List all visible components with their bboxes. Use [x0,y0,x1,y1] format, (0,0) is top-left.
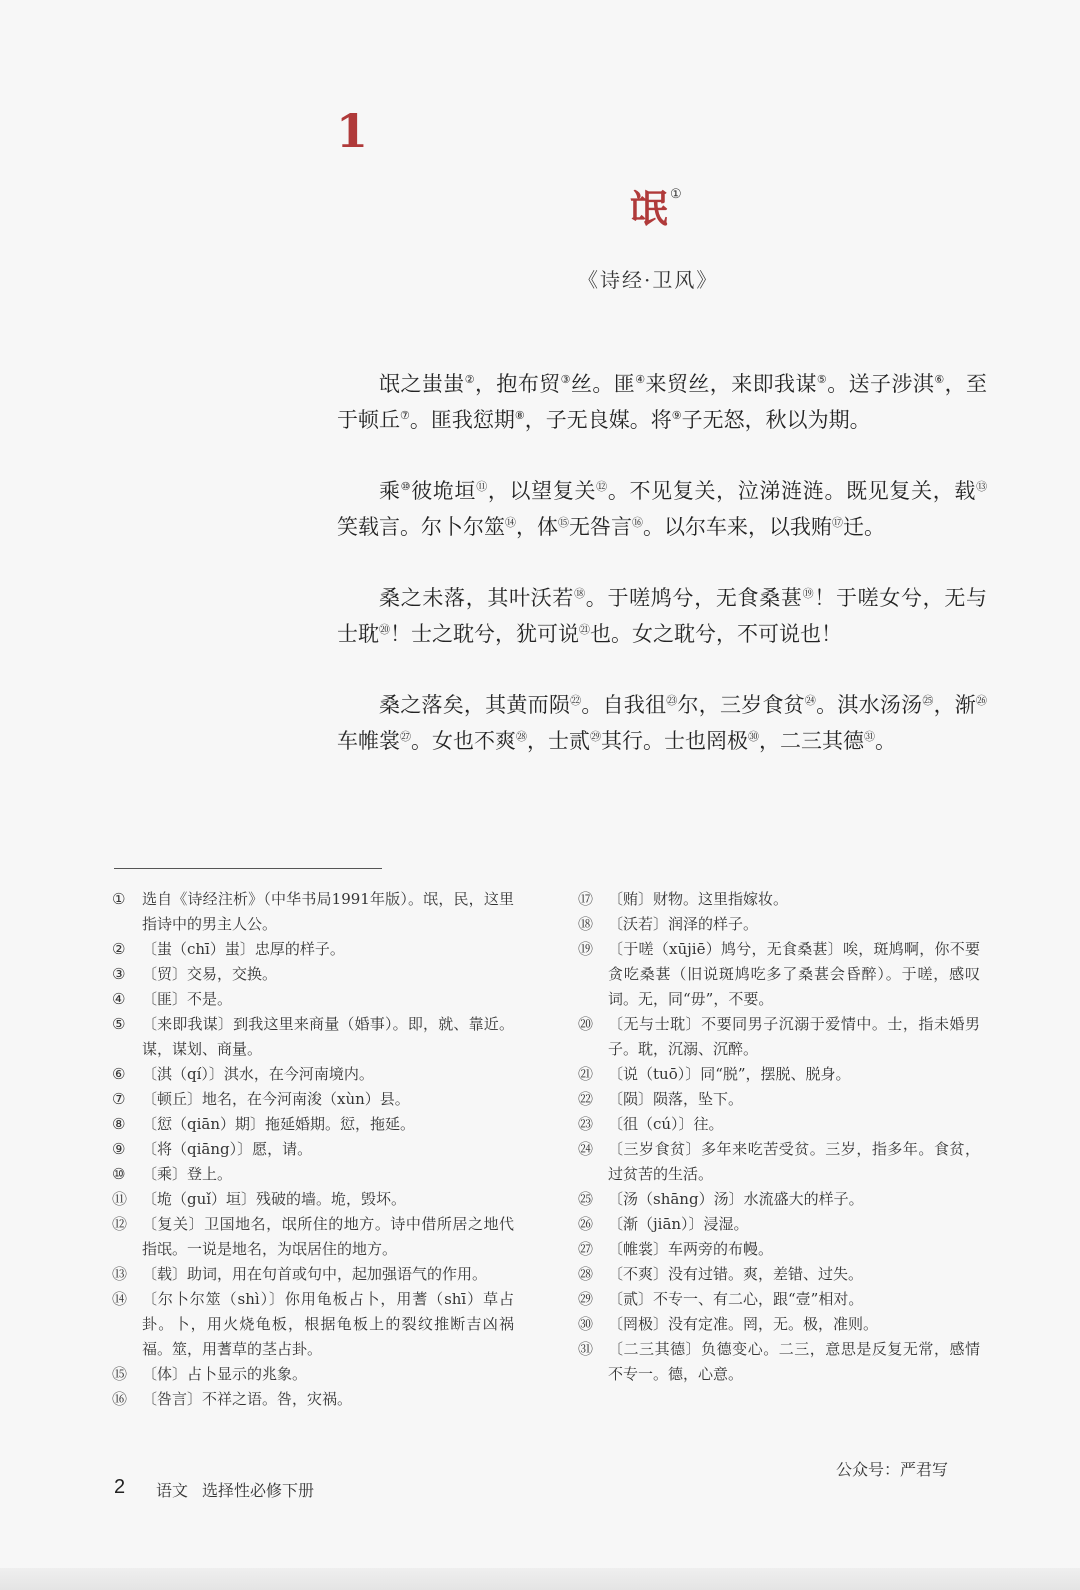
footnote-number: ⑨ [112,1140,126,1158]
stanza-text: 乘 [379,479,401,503]
footnote-marker[interactable]: ⑪ [476,480,488,493]
footnote-item [578,1187,980,1212]
footnote-number: ⑭ [112,1290,128,1308]
footnote-text: 〔二三其德〕负德变心。二三，意思是反复无常，感情不专一。德，心意。 [608,1340,980,1383]
footnote-number: ⑲ [578,940,594,958]
footnote-marker[interactable]: ㉑ [579,623,590,636]
footnote-number: ㉘ [578,1265,594,1283]
footnote-marker[interactable]: ⑥ [934,373,945,386]
footnote-number: ⑧ [112,1115,126,1133]
footnote-text: 〔不爽〕没有过错。爽，差错、过失。 [608,1265,864,1283]
footnote-marker[interactable]: ㉓ [666,694,678,707]
stanza-text: 。以尔车来，以我贿 [643,515,832,539]
stanza-text: 迁。 [843,515,885,539]
footnote-text: 〔罔极〕没有定准。罔，无。极，准则。 [608,1315,879,1333]
stanza-text: 也。女之耽兮，不可说也！ [590,622,842,646]
footnote-item [578,1262,980,1287]
stanza [337,687,987,759]
footnote-number: ③ [112,965,126,983]
footnote-marker[interactable]: ⑰ [832,516,843,529]
footnote-number: ⑩ [112,1165,126,1183]
footnote-text: 〔帷裳〕车两旁的布幔。 [608,1240,774,1258]
footnote-item [112,1112,514,1137]
footnote-text: 〔汤（shāng）汤〕水流盛大的样子。 [608,1190,864,1208]
stanza-text: 。自我徂 [581,693,667,717]
footnote-marker[interactable]: ② [464,373,475,386]
footnote-marker[interactable]: ⑮ [558,516,569,529]
footnote-number: ㉕ [578,1190,594,1208]
footnote-number: ㉒ [578,1090,594,1108]
footnote-marker[interactable]: ⑤ [816,373,828,386]
footnote-item [112,1387,514,1412]
footnote-item [578,937,980,1012]
footnote-number: ⑳ [578,1015,594,1033]
footnote-number: ④ [112,990,126,1008]
poem-body [337,366,987,794]
footnote-text: 〔渐（jiān）〕浸湿。 [608,1215,749,1233]
footnote-marker[interactable]: ㉘ [516,730,527,743]
footnote-divider [114,868,382,869]
lesson-number: 1 [336,104,369,158]
stanza-text: 。女也不爽 [411,729,516,753]
footnote-text: 〔匪〕不是。 [142,990,233,1008]
footnote-text: 〔尔卜尔筮（shì）〕你用龟板占卜，用蓍（shī）草占卦。卜，用火烧龟板，根据龟板上的裂纹推断吉凶祸福。筮，用蓍草的茎占卦。 [142,1290,514,1358]
footnote-marker[interactable]: ㉛ [864,730,875,743]
footnote-number: ⑫ [112,1215,128,1233]
footnote-text: 〔顿丘〕地名，在今河南浚（xùn）县。 [142,1090,410,1108]
footnote-text: 选自《诗经注析》（中华书局1991年版）。氓，民，这里指诗中的男主人公。 [142,890,514,933]
footnote-text: 〔淇（qí）〕淇水，在今河南境内。 [142,1065,374,1083]
stanza-text: 。 [875,729,896,753]
stanza-text: ，至于顿丘 [337,372,988,432]
stanza-text: 子无怒，秋以为期。 [681,408,871,432]
footnote-marker[interactable]: ㉖ [976,694,988,707]
footnote-item [578,1287,980,1312]
book-subject: 语文 [156,1481,189,1500]
footnote-marker[interactable]: ⑨ [671,409,682,422]
footnote-marker[interactable]: ⑧ [514,409,525,422]
stanza-text: 。送子涉淇 [827,372,935,396]
footnote-number: ⑬ [112,1265,128,1283]
stanza-text: ，体 [516,515,558,539]
footnote-number: ㉗ [578,1240,594,1258]
stanza-text: 桑之未落，其叶沃若 [379,586,575,610]
footnote-marker[interactable]: ⑩ [400,480,412,493]
poem-source: 《诗经·卫风》 [578,268,719,292]
footnote-text: 〔垝（guǐ）垣〕残破的墙。垝，毁坏。 [142,1190,407,1208]
footnote-text: 〔复关〕卫国地名，氓所住的地方。诗中借所居之地代指氓。一说是地名，为氓居住的地方。 [142,1215,514,1258]
footnote-text: 〔说（tuō）〕同“脱”，摆脱、脱身。 [608,1065,851,1083]
footnote-item [112,1212,514,1262]
footnote-item [112,1262,514,1287]
footnote-number: ⑪ [112,1190,128,1208]
footnote-text: 〔载〕助词，用在句首或句中，起加强语气的作用。 [142,1265,488,1283]
footnote-number: ⑦ [112,1090,126,1108]
stanza-text: 其行。士也罔极 [601,729,748,753]
footnote-marker[interactable]: ⑬ [976,480,988,493]
page-bottom-edge [0,1568,1080,1590]
footnote-marker[interactable]: ⑦ [400,409,410,422]
footnote-text: 〔体〕占卜显示的兆象。 [142,1365,308,1383]
footnote-number: ㉑ [578,1065,594,1083]
footnote-number: ㉖ [578,1215,594,1233]
footnote-text: 〔陨〕陨落，坠下。 [608,1090,744,1108]
footnote-marker[interactable]: ⑳ [379,623,390,636]
stanza-text: ，渐 [933,693,977,717]
footnote-text: 〔贰〕不专一、有二心，跟“壹”相对。 [608,1290,864,1308]
footnote-text: 〔咎言〕不祥之语。咎，灾祸。 [142,1390,353,1408]
footnotes-left-column [112,887,514,1412]
footnote-marker[interactable]: ㉚ [748,730,759,743]
footnote-item [112,962,514,987]
footnote-number: ⑱ [578,915,594,933]
footnote-item [578,1212,980,1237]
footnote-number: ㉚ [578,1315,594,1333]
footnote-marker[interactable]: ㉗ [400,730,411,743]
footnote-marker[interactable]: ⑱ [574,587,586,600]
stanza-text: ，以望复关 [487,479,597,503]
footnote-item [578,1137,980,1187]
book-volume: 选择性必修下册 [202,1481,315,1500]
stanza-text: ，抱布贸 [474,372,561,396]
footnote-item [112,1137,514,1162]
footnote-marker[interactable]: ④ [635,373,646,386]
footnote-marker[interactable]: ⑫ [596,480,608,493]
stanza-text: 来贸丝，来即我谋 [645,372,817,396]
footnote-item [578,1337,980,1387]
footnote-marker[interactable]: ⑭ [505,516,516,529]
stanza [337,473,987,545]
footnote-marker[interactable]: ㉒ [570,694,582,707]
footnote-text: 〔沃若〕润泽的样子。 [608,915,759,933]
footnote-number: ⑥ [112,1065,126,1083]
footnote-item [578,1237,980,1262]
stanza-text: 桑之落矣，其黄而陨 [379,693,571,717]
footnote-text: 〔贸〕交易，交换。 [142,965,278,983]
footnote-number: ㉓ [578,1115,594,1133]
stanza-text: 。匪我愆期 [409,408,515,432]
poem-title-note-marker: ① [670,187,682,202]
stanza [337,580,987,652]
footnote-text: 〔三岁食贫〕多年来吃苦受贫。三岁，指多年。食贫，过贫苦的生活。 [608,1140,980,1183]
footnote-item [112,937,514,962]
stanza-text: 。于嗟鸠兮，无食桑葚 [585,586,803,610]
stanza-text: ！于嗟女兮，无与士耽 [337,586,988,646]
stanza-text: 车帷裳 [337,729,400,753]
footnote-item [578,887,980,912]
footnote-number: ② [112,940,126,958]
footnote-number: ⑯ [112,1390,128,1408]
stanza-text: ，子无良媒。将 [524,408,672,432]
footnote-item [578,1112,980,1137]
stanza-text: 。淇水汤汤 [816,693,923,717]
stanza-text: 。不见复关，泣涕涟涟。既见复关，载 [607,479,977,503]
footnote-text: 〔愆（qiān）期〕拖延婚期。愆，拖延。 [142,1115,416,1133]
footnote-text: 〔蚩（chī）蚩〕忠厚的样子。 [142,940,345,958]
footnote-text: 〔无与士耽〕不要同男子沉溺于爱情中。士，指未婚男子。耽，沉溺、沉醉。 [608,1015,980,1058]
footnote-item [578,1087,980,1112]
book-title [156,1478,314,1501]
stanza-text: 丝。匪 [570,372,636,396]
footnote-item [112,1012,514,1062]
page-number: 2 [114,1476,126,1498]
stanza-text: ，士贰 [527,729,590,753]
footnote-number: ㉙ [578,1290,594,1308]
footnote-number: ⑤ [112,1015,126,1033]
footnote-marker[interactable]: ㉕ [922,694,934,707]
stanza-text: 尔，三岁食贫 [677,693,805,717]
footnote-item [112,1187,514,1212]
stanza-text: 笑载言。尔卜尔筮 [337,515,505,539]
footnote-number: ① [112,890,126,908]
poem-title-text: 氓 [630,186,669,231]
footnote-text: 〔徂（cú）〕往。 [608,1115,724,1133]
footnote-text: 〔贿〕财物。这里指嫁妆。 [608,890,789,908]
watermark-text: 公众号：严君写 [836,1460,949,1479]
footnote-text: 〔将（qiāng）〕愿，请。 [142,1140,313,1158]
footnote-number: ⑮ [112,1365,128,1383]
footnote-item [578,1012,980,1062]
footnote-text: 〔来即我谋〕到我这里来商量（婚事）。即，就、靠近。谋，谋划、商量。 [142,1015,514,1058]
poem-title [630,186,682,231]
footnote-item [578,912,980,937]
footnote-item [112,1062,514,1087]
footnote-item [112,1087,514,1112]
footnote-item [578,1062,980,1087]
stanza-text: 彼垝垣 [411,479,477,503]
footnote-item [112,1287,514,1362]
footnotes-right-column [578,887,980,1387]
footnote-number: ⑰ [578,890,594,908]
stanza-text: ，二三其德 [759,729,864,753]
stanza-text: ！士之耽兮，犹可说 [390,622,579,646]
footnote-item [578,1312,980,1337]
stanza-text: 无咎言 [569,515,632,539]
stanza [337,366,987,438]
footnote-text: 〔乘〕登上。 [142,1165,233,1183]
footnote-marker[interactable]: ③ [560,373,571,386]
footnote-text: 〔于嗟（xūjiē）鸠兮，无食桑葚〕唉，斑鸠啊，你不要贪吃桑葚（旧说斑鸠吃多了桑葚会昏醉）。于嗟，感叹词。无，同“毋”，不要。 [608,940,980,1008]
footnote-marker[interactable]: ㉙ [590,730,601,743]
footnote-marker[interactable]: ⑯ [632,516,643,529]
footnote-item [112,887,514,937]
footnote-marker[interactable]: ⑲ [802,587,815,600]
footnote-item [112,1362,514,1387]
footnote-number: ㉛ [578,1340,594,1358]
stanza-text: 氓之蚩蚩 [379,372,465,396]
footnote-item [112,987,514,1012]
footnote-marker[interactable]: ㉔ [804,694,817,707]
footnote-number: ㉔ [578,1140,594,1158]
footnote-item [112,1162,514,1187]
